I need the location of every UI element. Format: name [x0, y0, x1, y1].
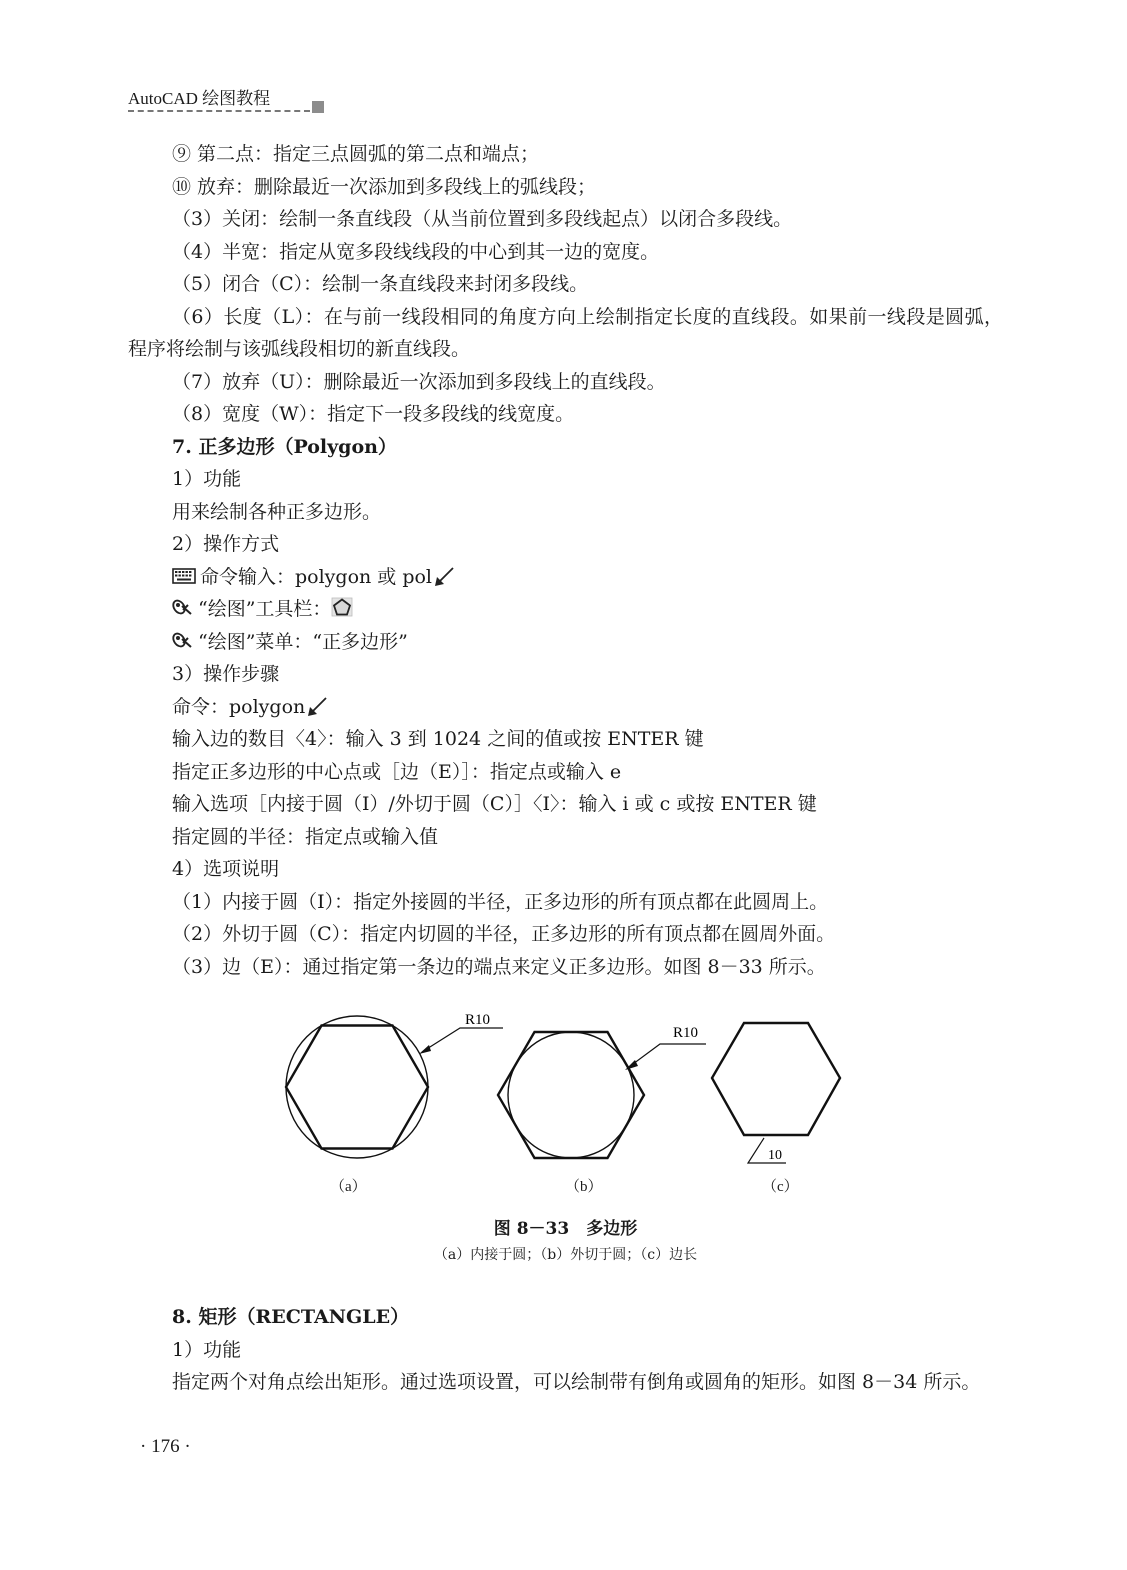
text-line: （2）外切于圆（C）：指定内切圆的半径，正多边形的所有顶点都在圆周外面。 — [172, 923, 836, 945]
text-line: ⑩ 放弃：删除最近一次添加到多段线上的弧线段； — [172, 175, 597, 198]
text-paragraph: 指定两个对角点绘出矩形。通过选项设置，可以绘制带有倒角或圆角的矩形。如图 8－34 所示。 — [172, 1371, 981, 1393]
dim-label-c: 10 — [768, 1148, 782, 1163]
text-line — [128, 691, 1003, 724]
toolbar-text: “绘图”工具栏： — [198, 598, 332, 620]
polygon-tool-icon — [331, 597, 353, 617]
dim-label-b: R10 — [673, 1025, 699, 1041]
leader-line-b — [629, 1044, 706, 1067]
text-line: 指定圆的半径：指定点或输入值 — [172, 825, 439, 848]
text-line — [128, 561, 1003, 594]
enter-arrow-icon — [433, 566, 455, 588]
text-line: （7）放弃（U）：删除最近一次添加到多段线上的直线段。 — [172, 370, 666, 393]
leader-line-a — [422, 1028, 503, 1052]
text-line: 输入选项［内接于圆（I）/外切于圆（C）］〈I〉：输入 i 或 c 或按 ENTER 键 — [172, 793, 817, 815]
body-text — [128, 138, 1003, 983]
circumscribed-hexagon — [498, 1032, 644, 1158]
figure-subcaption: （a）内接于圆；（b）外切于圆；（c）边长 — [433, 1247, 698, 1263]
circumscribed-circle — [286, 1016, 428, 1158]
keyboard-icon — [172, 567, 196, 585]
figure-caption: 图 8－33 多边形 — [493, 1219, 638, 1239]
text-paragraph: （6）长度（L）：在与前一线段相同的角度方向上绘制指定长度的直线段。如果前一线段是圆弧，程序将绘制与该弧线段相切的新直线段。 — [128, 305, 1003, 360]
section-heading: 7. 正多边形（Polygon） — [172, 435, 397, 458]
dim-label-a: R10 — [465, 1012, 491, 1028]
figure-8-33 — [128, 1010, 1003, 1195]
enter-arrow-icon — [306, 696, 328, 718]
page-number: · 176 · — [140, 1436, 191, 1457]
subheading: 4）选项说明 — [172, 858, 280, 880]
command-text: 命令：polygon — [172, 695, 306, 718]
figure-a-inscribed — [286, 1016, 503, 1158]
figure-b-circumscribed — [498, 1032, 706, 1158]
inscribed-circle — [508, 1032, 634, 1158]
cmd-input-text: 命令输入：polygon 或 pol — [200, 565, 433, 588]
text-line: （3）关闭：绘制一条直线段（从当前位置到多段线起点）以闭合多段线。 — [172, 208, 793, 230]
text-line: 输入边的数目〈4〉：输入 3 到 1024 之间的值或按 ENTER 键 — [172, 728, 704, 750]
text-line — [128, 593, 1003, 626]
text-line: 用来绘制各种正多边形。 — [172, 500, 382, 523]
label-c: （c） — [762, 1179, 799, 1195]
header-square — [312, 101, 324, 113]
mouse-click-icon — [172, 630, 194, 650]
figure-c-side-length — [712, 1023, 840, 1163]
label-a: （a） — [330, 1179, 367, 1195]
leader-arrow-a — [419, 1045, 431, 1054]
subheading: 2）操作方式 — [172, 533, 280, 555]
body-text-section-8 — [128, 1301, 1003, 1399]
text-line: 指定正多边形的中心点或［边（E）］：指定点或输入 e — [172, 760, 622, 783]
text-line: （4）半宽：指定从宽多段线线段的中心到其一边的宽度。 — [172, 240, 660, 263]
subheading: 1）功能 — [172, 468, 242, 490]
text-line — [128, 626, 1003, 659]
header-rule — [128, 110, 310, 112]
mouse-click-icon — [172, 597, 194, 617]
text-line: ⑨ 第二点：指定三点圆弧的第二点和端点； — [172, 143, 540, 165]
menu-text: “绘图”菜单：“正多边形” — [198, 630, 408, 653]
text-line: （8）宽度（W）：指定下一段多段线的线宽度。 — [172, 403, 575, 425]
figure-drawing — [128, 1010, 1003, 1195]
edge-defined-hexagon — [712, 1023, 840, 1135]
section-heading: 8. 矩形（RECTANGLE） — [172, 1306, 410, 1328]
text-line: （3）边（E）：通过指定第一条边的端点来定义正多边形。如图 8－33 所示。 — [172, 955, 826, 978]
running-header: AutoCAD 绘图教程 — [128, 89, 271, 108]
text-line: （1）内接于圆（I）：指定外接圆的半径，正多边形的所有顶点都在此圆周上。 — [172, 890, 829, 913]
inscribed-hexagon — [286, 1026, 428, 1149]
subheading: 3）操作步骤 — [172, 663, 280, 685]
subheading: 1）功能 — [172, 1338, 242, 1361]
label-b: （b） — [565, 1179, 603, 1195]
text-line: （5）闭合（C）：绘制一条直线段来封闭多段线。 — [172, 273, 589, 295]
